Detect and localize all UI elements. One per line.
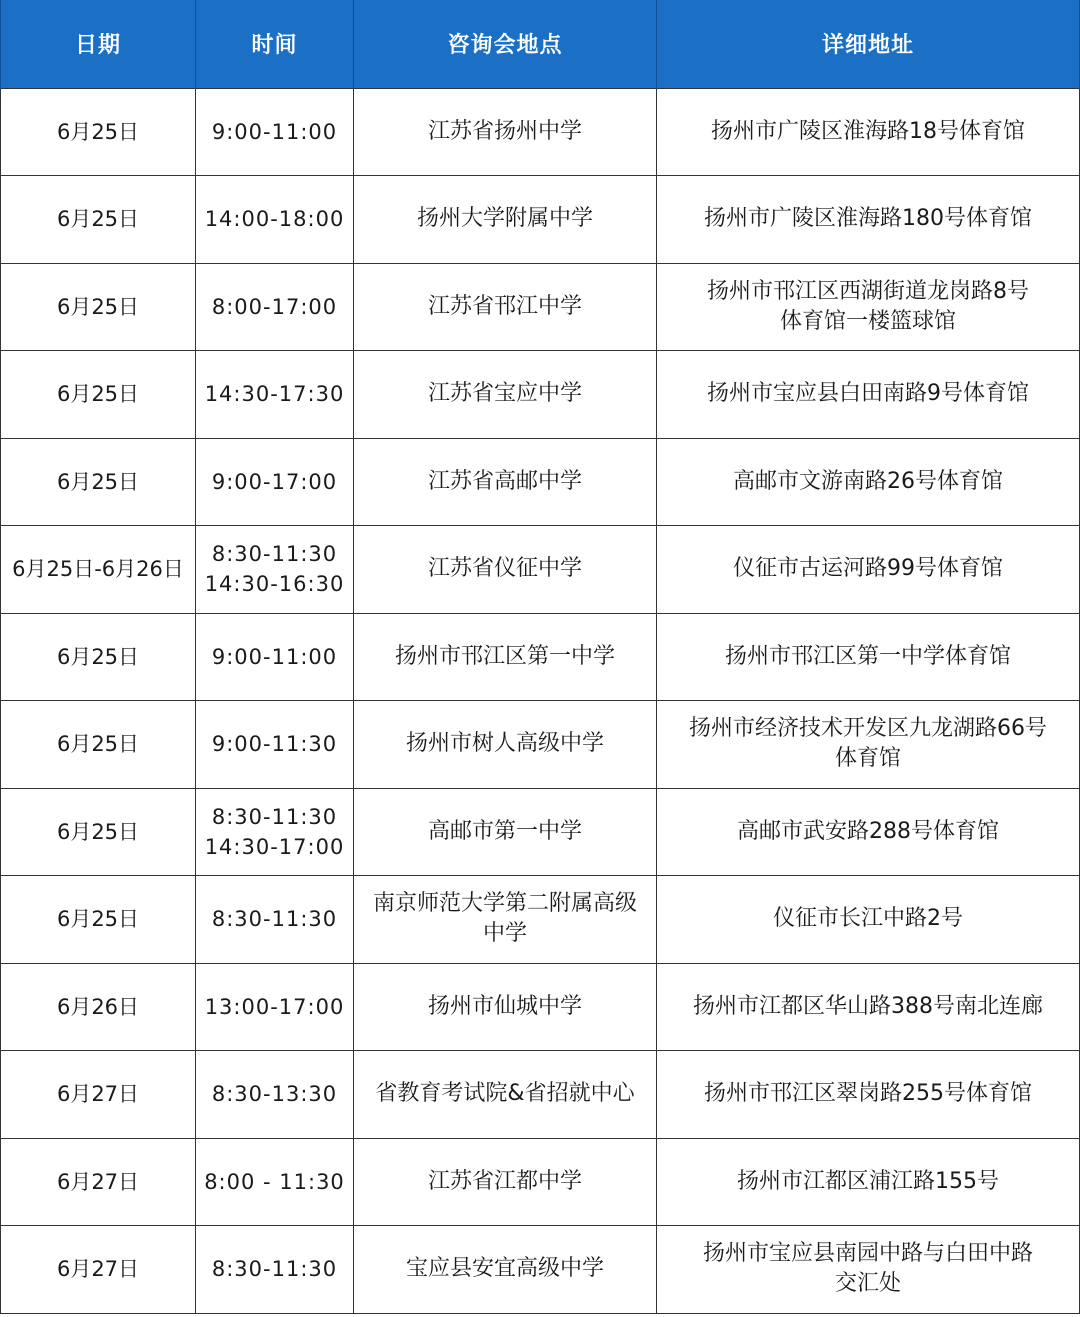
time-cell-line: 8:30-11:30 — [211, 907, 338, 932]
address-cell-line: 体育馆一楼篮球馆 — [779, 308, 956, 334]
venue-cell-line: 高邮市第一中学 — [427, 818, 582, 844]
time-cell — [196, 876, 354, 964]
venue-cell — [354, 438, 657, 526]
table-row — [1, 526, 1080, 614]
time-cell-line: 8:30-11:30 — [211, 1257, 338, 1282]
time-cell-line: 8:30-11:30 — [211, 804, 338, 829]
venue-cell-line: 扬州市树人高级中学 — [405, 731, 604, 757]
time-cell-line: 8:30-11:30 — [211, 542, 338, 567]
date-cell: 6月26日 — [1, 963, 196, 1051]
time-cell — [196, 351, 354, 439]
venue-cell — [354, 963, 657, 1051]
address-cell — [657, 351, 1080, 439]
table-row — [1, 963, 1080, 1051]
address-cell-line: 扬州市广陵区淮海路18号体育馆 — [711, 118, 1025, 144]
address-cell-line: 扬州市邗江区第一中学体育馆 — [724, 643, 1011, 669]
table-row — [1, 351, 1080, 439]
venue-cell — [354, 263, 657, 351]
time-cell — [196, 263, 354, 351]
time-cell — [196, 526, 354, 614]
venue-cell — [354, 788, 657, 876]
date-cell: 6月25日 — [1, 701, 196, 789]
time-cell-line: 9:00-17:00 — [211, 469, 338, 494]
time-cell — [196, 1226, 354, 1314]
header-venue: 咨询会地点 — [354, 0, 657, 88]
time-cell-line: 14:30-17:30 — [204, 382, 345, 407]
header-time: 时间 — [196, 0, 354, 88]
table-row — [1, 1226, 1080, 1314]
venue-cell — [354, 88, 657, 176]
date-cell: 6月27日 — [1, 1138, 196, 1226]
address-cell — [657, 263, 1080, 351]
venue-cell-line: 南京师范大学第二附属高级 — [372, 891, 637, 917]
header-row — [1, 0, 1080, 88]
venue-cell-line: 江苏省宝应中学 — [427, 381, 582, 407]
address-cell-line: 扬州市邗江区翠岗路255号体育馆 — [704, 1081, 1032, 1107]
address-cell-line: 扬州市经济技术开发区九龙湖路66号 — [689, 716, 1047, 742]
address-cell — [657, 438, 1080, 526]
time-cell-line: 8:30-13:30 — [211, 1082, 338, 1107]
time-cell — [196, 963, 354, 1051]
time-cell — [196, 438, 354, 526]
venue-cell — [354, 1226, 657, 1314]
time-cell-line: 14:30-16:30 — [204, 572, 345, 597]
time-cell-line: 8:00-17:00 — [211, 294, 338, 319]
address-cell-line: 扬州市宝应县白田南路9号体育馆 — [707, 381, 1029, 407]
date-cell: 6月25日 — [1, 263, 196, 351]
time-cell — [196, 613, 354, 701]
date-cell: 6月25日 — [1, 351, 196, 439]
date-cell: 6月25日 — [1, 176, 196, 264]
table-row — [1, 788, 1080, 876]
table-header — [1, 0, 1080, 88]
header-date: 日期 — [1, 0, 196, 88]
address-cell-line: 高邮市武安路288号体育馆 — [737, 818, 999, 844]
address-cell — [657, 176, 1080, 264]
time-cell-line: 14:00-18:00 — [204, 207, 345, 232]
time-cell — [196, 1138, 354, 1226]
date-cell: 6月27日 — [1, 1226, 196, 1314]
address-cell — [657, 876, 1080, 964]
time-cell-line: 14:30-17:00 — [204, 834, 345, 859]
table-row — [1, 613, 1080, 701]
venue-cell-line: 扬州市仙城中学 — [427, 993, 582, 1019]
time-cell — [196, 176, 354, 264]
venue-cell — [354, 701, 657, 789]
table-row — [1, 438, 1080, 526]
time-cell — [196, 701, 354, 789]
venue-cell-line: 宝应县安宜高级中学 — [405, 1256, 604, 1282]
address-cell-line: 仪征市古运河路99号体育馆 — [733, 556, 1003, 582]
time-cell-line: 13:00-17:00 — [204, 994, 345, 1019]
address-cell — [657, 526, 1080, 614]
address-cell — [657, 88, 1080, 176]
address-cell — [657, 963, 1080, 1051]
address-cell — [657, 613, 1080, 701]
address-cell — [657, 1138, 1080, 1226]
table-body — [1, 88, 1080, 1313]
venue-cell-line: 中学 — [482, 921, 527, 947]
date-cell: 6月25日 — [1, 876, 196, 964]
venue-cell — [354, 526, 657, 614]
venue-cell — [354, 176, 657, 264]
venue-cell-line: 江苏省邗江中学 — [427, 293, 582, 319]
venue-cell — [354, 351, 657, 439]
date-cell: 6月25日 — [1, 438, 196, 526]
date-cell: 6月27日 — [1, 1051, 196, 1139]
table-row — [1, 876, 1080, 964]
time-cell-line: 8:00 - 11:30 — [204, 1169, 345, 1194]
table-row — [1, 1051, 1080, 1139]
date-cell: 6月25日-6月26日 — [1, 526, 196, 614]
venue-cell — [354, 1138, 657, 1226]
date-cell: 6月25日 — [1, 613, 196, 701]
time-cell-line: 9:00-11:30 — [211, 732, 338, 757]
time-cell — [196, 1051, 354, 1139]
address-cell — [657, 701, 1080, 789]
venue-cell-line: 江苏省江都中学 — [427, 1168, 582, 1194]
table-row — [1, 1138, 1080, 1226]
date-cell: 6月25日 — [1, 88, 196, 176]
address-cell — [657, 788, 1080, 876]
address-cell-line: 扬州市宝应县南园中路与白田中路 — [702, 1241, 1033, 1267]
table-row — [1, 88, 1080, 176]
venue-cell — [354, 1051, 657, 1139]
address-cell-line: 扬州市邗江区西湖街道龙岗路8号 — [707, 278, 1029, 304]
venue-cell-line: 扬州大学附属中学 — [416, 206, 593, 232]
time-cell — [196, 88, 354, 176]
date-cell: 6月25日 — [1, 788, 196, 876]
venue-cell-line: 江苏省扬州中学 — [427, 118, 582, 144]
time-cell-line: 9:00-11:00 — [211, 119, 338, 144]
address-cell — [657, 1051, 1080, 1139]
venue-cell-line: 扬州市邗江区第一中学 — [394, 643, 615, 669]
address-cell-line: 扬州市江都区华山路388号南北连廊 — [693, 993, 1043, 1019]
venue-cell — [354, 876, 657, 964]
table-row — [1, 701, 1080, 789]
venue-cell-line: 江苏省高邮中学 — [427, 468, 582, 494]
venue-cell-line: 省教育考试院&省招就中心 — [375, 1081, 635, 1107]
table-row — [1, 263, 1080, 351]
address-cell-line: 高邮市文游南路26号体育馆 — [733, 468, 1003, 494]
address-cell-line: 扬州市江都区浦江路155号 — [737, 1168, 999, 1194]
venue-cell-line: 江苏省仪征中学 — [427, 556, 582, 582]
address-cell-line: 仪征市长江中路2号 — [773, 906, 963, 932]
table-row — [1, 176, 1080, 264]
time-cell — [196, 788, 354, 876]
time-cell-line: 9:00-11:00 — [211, 644, 338, 669]
address-cell-line: 扬州市广陵区淮海路180号体育馆 — [704, 206, 1032, 232]
address-cell-line: 交汇处 — [834, 1271, 901, 1297]
address-cell-line: 体育馆 — [834, 746, 901, 772]
header-address: 详细地址 — [657, 0, 1080, 88]
address-cell — [657, 1226, 1080, 1314]
venue-cell — [354, 613, 657, 701]
